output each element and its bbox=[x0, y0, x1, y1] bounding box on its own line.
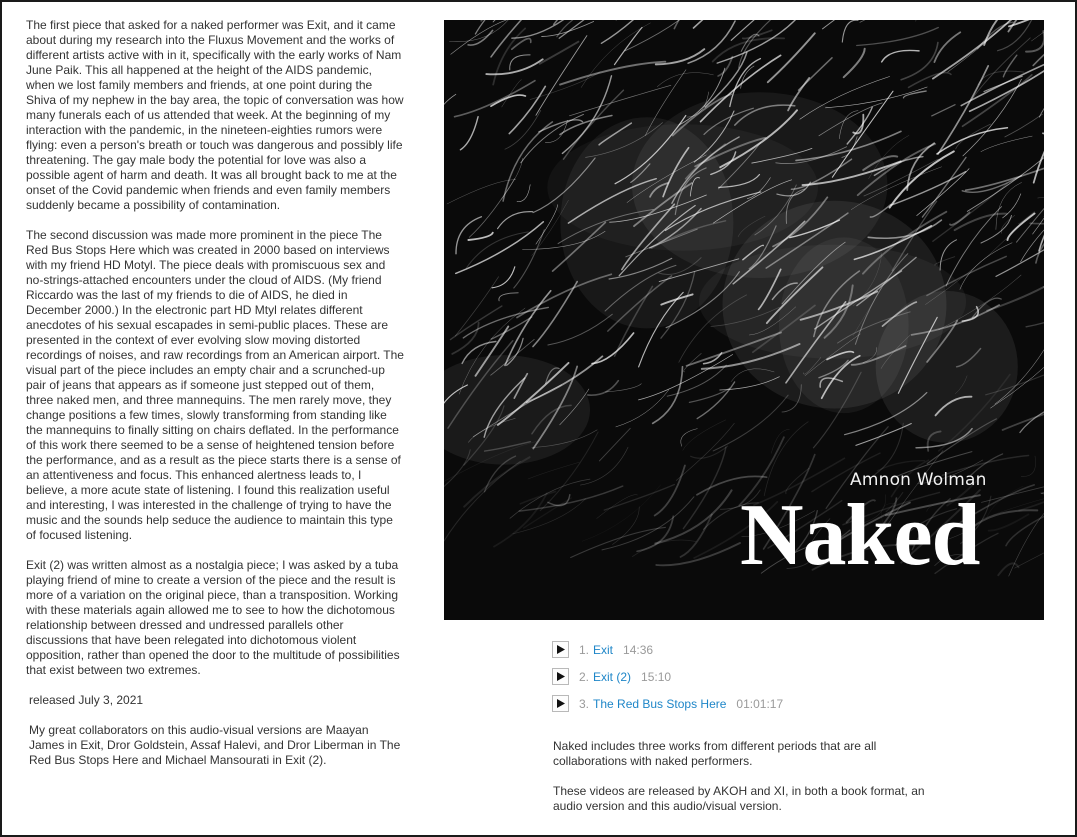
about-paragraph-1: The first piece that asked for a naked performer was Exit, and it came about during my research into the Fluxus Movement and the works of different artists active with in it, specifically with the early works of Nam June Paik. This all happened at the height of the AIDS pandemic, when we lost family members and friends, at one point during the Shiva of my nephew in the bay area, the topic of conversation was how many funerals each of us attended that week. At the beginning of my interaction with the pandemic, in the nineteen-eighties rumors were flying: even a person's breath or touch was dangerous and possibly life threatening. The gay male body the potential for love was also a possible agent of harm and death. It was all brought back to me at the onset of the Covid pandemic when friends and even family members suddenly became a possibility of contamination. bbox=[26, 18, 404, 212]
track-row bbox=[552, 636, 1052, 663]
track-number: 3. bbox=[579, 696, 590, 711]
play-icon bbox=[557, 672, 565, 681]
track-list bbox=[552, 636, 1052, 717]
about-paragraph-2: The second discussion was made more prominent in the piece The Red Bus Stops Here which was created in 2000 based on interviews with my friend HD Motyl. The piece deals with promiscuous sex and no-strings-attached encounters under the cloud of AIDS. (My friend Riccardo was the last of my friends to die of AIDS, he died in December 2000.) In the electronic part HD Mtyl relates different anecdotes of his sexual escapades in semi-public places. These are presented in the context of ever evolving slow moving distorted recordings of noises, and raw recordings from an American airport. The visual part of the piece includes an empty chair and a scrunched-up pair of jeans that appears as if someone just stepped out of them, three naked men, and three mannequins. The men rarely move, they change positions a few times, slowly transforming from standing like the mannequins to finally sitting on chairs deflated. In the performance of this work there seemed to be a sense of heightened tension before the performance, and as a result as the piece starts there is a sense of an attentiveness and focus. This enhanced alertness leads to, I believe, a more acute state of listening. I found this realization useful and interesting, I was interested in the challenge of trying to have the music and the sounds help seduce the audience to maintain this type of focused listening. bbox=[26, 228, 404, 542]
play-button[interactable] bbox=[552, 695, 569, 712]
play-button[interactable] bbox=[552, 641, 569, 658]
album-cover[interactable] bbox=[444, 20, 1044, 620]
track-duration: 01:01:17 bbox=[736, 696, 784, 711]
track-duration: 14:36 bbox=[623, 642, 654, 657]
track-row bbox=[552, 663, 1052, 690]
track-title-link[interactable]: Exit bbox=[593, 642, 614, 657]
about-text-column bbox=[26, 18, 404, 783]
collaborators-credit: My great collaborators on this audio-visual versions are Maayan James in Exit, Dror Goldstein, Assaf Halevi, and Dror Liberman in The Red Bus Stops Here and Michael Mansourati in Exit (2). bbox=[29, 723, 401, 767]
track-duration: 15:10 bbox=[641, 669, 672, 684]
track-title-link[interactable]: Exit (2) bbox=[593, 669, 632, 684]
album-description bbox=[553, 739, 943, 829]
cover-album-title: Naked bbox=[740, 487, 980, 584]
track-number: 1. bbox=[579, 642, 590, 657]
description-paragraph-1: Naked includes three works from different periods that are all collaborations with naked performers. bbox=[553, 739, 877, 768]
track-title-link[interactable]: The Red Bus Stops Here bbox=[593, 696, 727, 711]
play-icon bbox=[557, 645, 565, 654]
release-date: released July 3, 2021 bbox=[29, 693, 144, 707]
description-paragraph-2: These videos are released by AKOH and XI, in both a book format, an audio version and this audio/visual version. bbox=[553, 784, 925, 813]
cover-artist-name: Amnon Wolman bbox=[850, 470, 987, 490]
play-icon bbox=[557, 699, 565, 708]
play-button[interactable] bbox=[552, 668, 569, 685]
track-row bbox=[552, 690, 1052, 717]
about-paragraph-3: Exit (2) was written almost as a nostalgia piece; I was asked by a tuba playing friend of mine to create a version of the piece and the result is more of a variation on the original piece, than a transposition. Working with these materials again allowed me to see to how the dichotomous relationship between dressed and undressed parallels other discussions that have been relegated into dichotomous violent opposition, rather than opened the door to the multitude of possibilities that exist between two extremes. bbox=[26, 558, 400, 677]
track-number: 2. bbox=[579, 669, 590, 684]
